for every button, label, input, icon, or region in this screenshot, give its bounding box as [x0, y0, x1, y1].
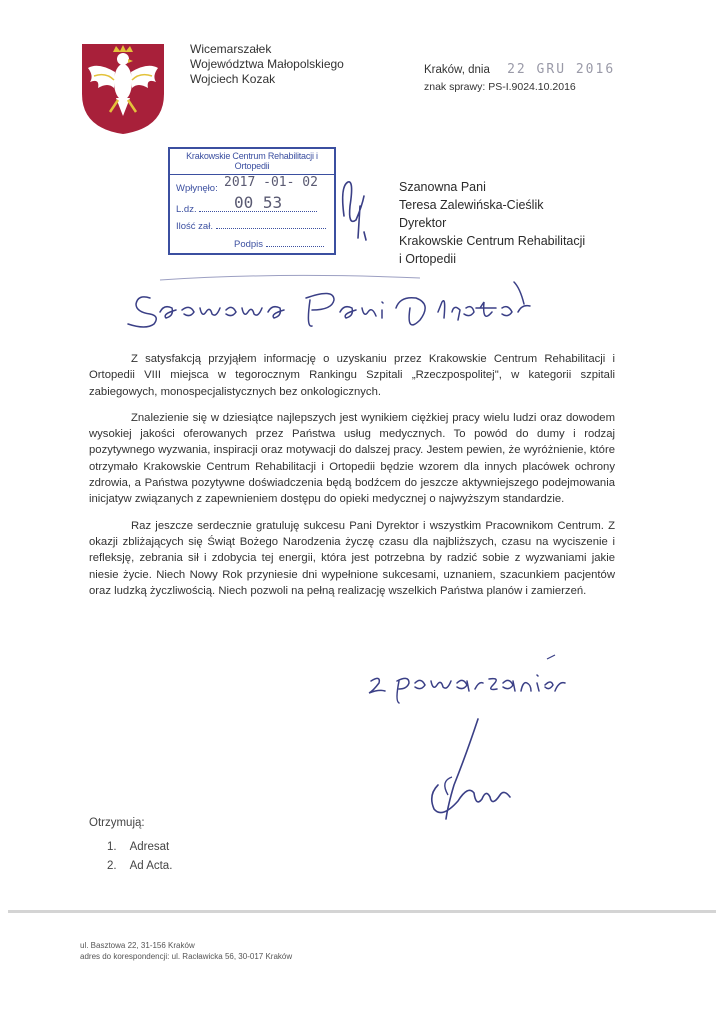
recipients-label: Otrzymują: — [89, 817, 145, 829]
place-label: Kraków, dnia — [424, 64, 490, 76]
list-item: 1. Adresat — [107, 841, 170, 853]
recipient-institution-cont: i Ortopedii — [399, 252, 456, 266]
handwritten-closing — [365, 645, 575, 705]
stamp-received-value: 2017 -01- 02 — [224, 175, 318, 190]
stamp-signature-label: Podpis — [234, 239, 264, 250]
case-number: znak sprawy: PS-I.9024.10.2016 — [424, 81, 576, 93]
recipient-position: Dyrektor — [399, 216, 447, 230]
stamp-number-value: 00 53 — [234, 193, 283, 212]
recipient-name: Teresa Zalewińska-Cieślik — [399, 198, 544, 212]
stamped-date: 22 GRU 2016 — [507, 62, 616, 77]
footer-divider — [8, 910, 716, 913]
sender-title: Wicemarszałek — [190, 42, 272, 56]
handwritten-signature — [418, 715, 518, 825]
stamp-signature-row — [234, 237, 324, 250]
stamp-received-label: Wpłynęło: — [176, 183, 218, 194]
footer-address-main: ul. Basztowa 22, 31-156 Kraków — [80, 941, 195, 950]
sender-name: Wojciech Kozak — [190, 72, 276, 86]
registry-stamp — [168, 147, 336, 255]
handwritten-salutation — [120, 268, 560, 340]
body-paragraph-2: Znalezienie się w dziesiątce najlepszych jest wynikiem ciężkiej pracy wielu ludzi oraz dowodem wysokiej jakości oferowanych przez Państwa usług medycznych. To powód do dumy i rodzaj pozytywnego wyzwania, inspiracji oraz motywacji do dalszej pracy. Jestem pewien, że wyróżnienie, które otrzymało Krakowskie Centrum Rehabilitacji i Ortopedii będzie wzorem dla innych placówek ochrony zdrowia, a Państwa pozytywne doświadczenia będą bodźcem do jeszcze aktywniejszego podejmowania inicjatyw związanych z zapewnieniem dostępu do opieki medycznej o najwyższym standardzie. — [89, 411, 615, 506]
place-date — [424, 62, 615, 77]
malopolska-coat-of-arms-icon — [80, 42, 166, 136]
sender-block — [190, 42, 344, 87]
body-paragraph-3: Raz jeszcze serdecznie gratuluję sukcesu Pani Dyrektor i wszystkim Pracownikom Centrum. Z okazji zbliżających się Świąt Bożego Narodzenia życzę czasu dla najbliższych, czasu na wyciszenie i refleksję, zebrania sił i zdobycia tej energii, która jest potrzebna by radzić sobie z wyzwaniami jakie niesie życie. Niech Nowy Rok przyniesie dni wypełnione sukcesami, uznaniem, szacunkiem pacjentów oraz ludzką życzliwością. Niech pozwoli na pełną realizację wszelkich Państwa planów i zamierzeń. — [89, 519, 615, 597]
footer-address-correspondence: adres do korespondencji: ul. Racławicka 56, 30-017 Kraków — [80, 952, 293, 961]
stamp-title: Krakowskie Centrum Rehabilitacji i Ortopedii — [170, 151, 334, 175]
recipient-institution: Krakowskie Centrum Rehabilitacji — [399, 234, 586, 248]
stamp-number-label: L.dz. — [176, 204, 197, 215]
paraph-signature-icon — [336, 176, 376, 246]
stamp-attachments-label: Ilość zał. — [176, 221, 213, 232]
list-item: 2. Ad Acta. — [107, 860, 173, 872]
sender-office: Województwa Małopolskiego — [190, 57, 344, 71]
body-paragraph-1: Z satysfakcją przyjąłem informację o uzyskaniu przez Krakowskie Centrum Rehabilitacji i Ortopedii VIII miejsca w tegorocznym Rankingu Szpitali „Rzeczpospolitej", w kategorii szpitali zabiegowych, monospecjalistycznych bez onkologicznych. — [89, 353, 615, 398]
stamp-attachments-row — [176, 219, 326, 232]
stamp-received-row — [176, 183, 218, 194]
recipient-block — [399, 178, 585, 268]
recipient-salutation: Szanowna Pani — [399, 180, 486, 194]
letter-body — [89, 351, 615, 609]
footer-address — [80, 940, 292, 962]
recipients-list — [107, 838, 172, 876]
